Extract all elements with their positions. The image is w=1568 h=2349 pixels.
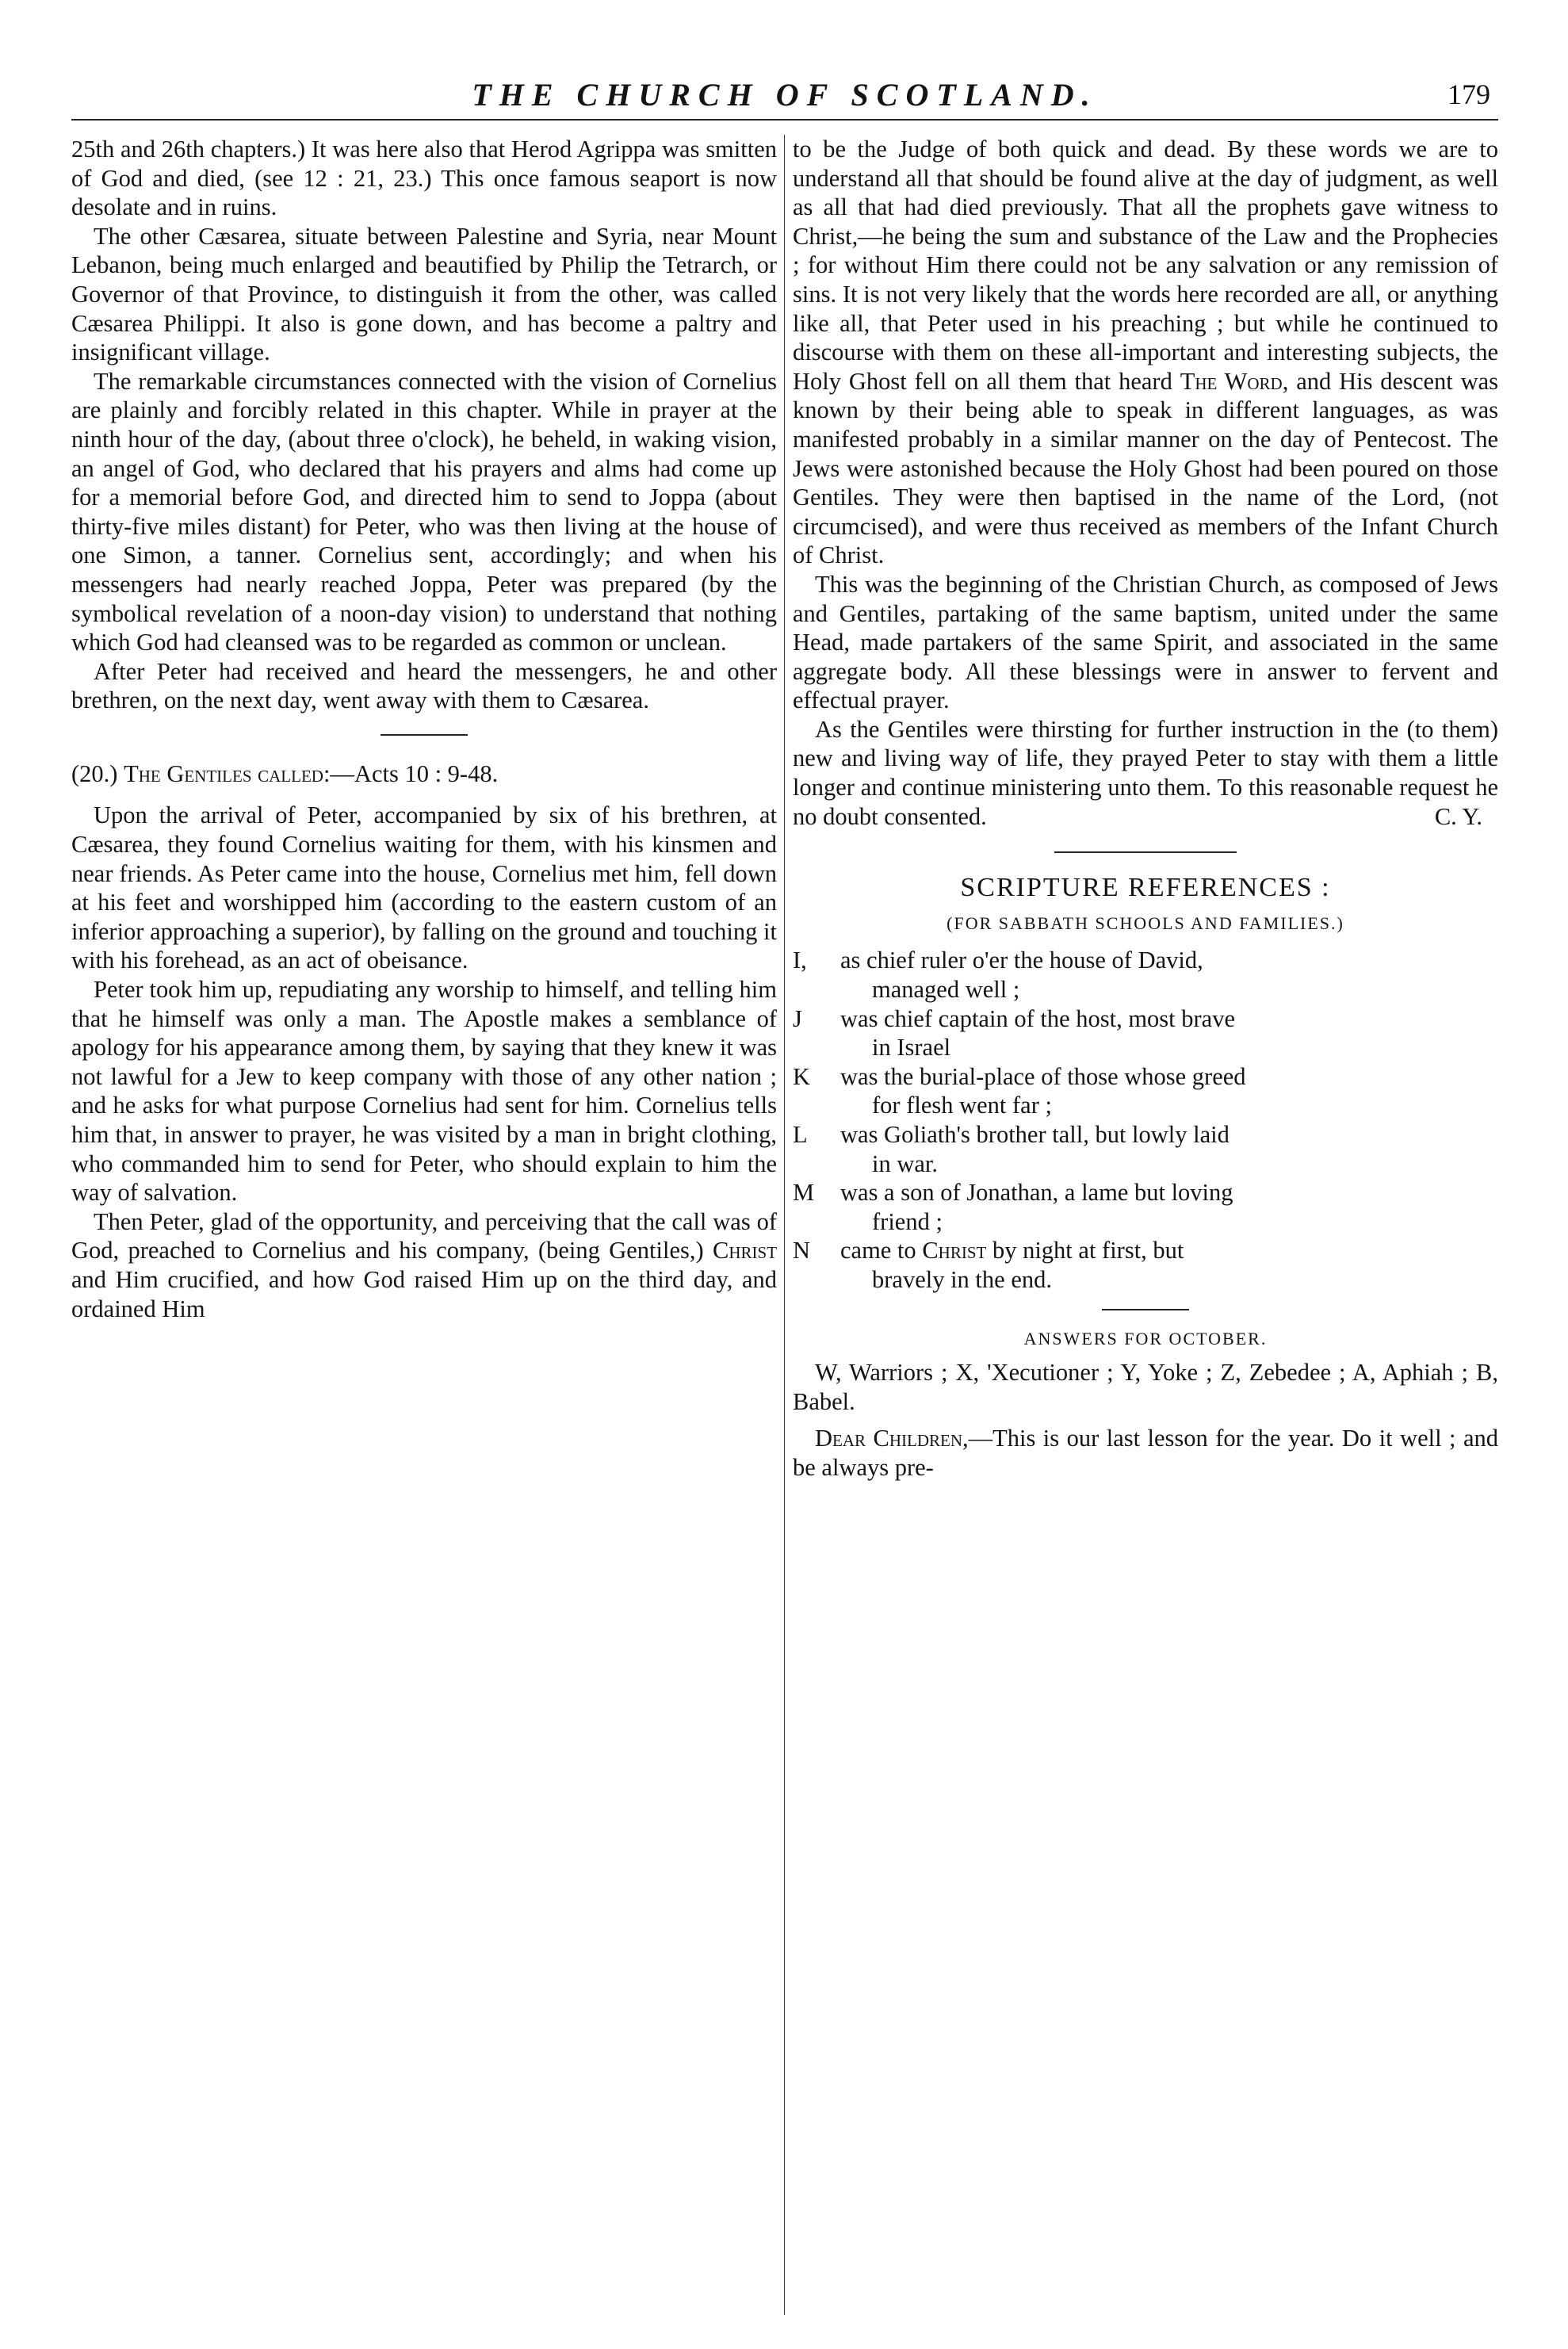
paragraph-text: and Him crucified, and how God raised Him up on the third day, and ordained Him <box>71 1265 777 1322</box>
page-header <box>71 71 1498 121</box>
christ-smallcaps: Christ <box>922 1237 987 1264</box>
paragraph: This was the beginning of the Christian Church, as composed of Jews and Gentiles, partaking of the same baptism, united under the same Head, made partakers of the same Spirit, and associated in the same aggregate body. All these blessings were in answer to fervent and effectual prayer. <box>793 570 1498 714</box>
clue-letter: J <box>793 1004 802 1032</box>
clue-text-continued: in Israel <box>872 1034 951 1062</box>
clue-text-continued: managed well ; <box>872 976 1020 1004</box>
paragraph: Peter took him up, repudiating any worship to himself, and telling him that he himself was only a man. The Apostle makes a semblance of apology for his appearance among them, by saying that they knew it was not lawful for a Jew to keep company with those of any other nation ; and he asks for what purpose Cornelius had sent for him. Cornelius tells him that, in answer to prayer, he was visited by a man in bright clothing, who commanded him to send for Peter, who should explain to him the way of salvation. <box>71 976 777 1207</box>
paragraph: After Peter had received and heard the messengers, he and other brethren, on the next day, went away with them to Cæsarea. <box>71 657 777 714</box>
clue-text: was a son of Jonathan, a lame but loving <box>840 1179 1233 1207</box>
paragraph: 25th and 26th chapters.) It was here also that Herod Agrippa was smitten of God and died, (see 12 : 21, 23.) This once famous seaport is now desolate and in ruins. <box>71 136 777 221</box>
section-divider <box>381 734 468 736</box>
closing-paragraph <box>793 1424 1498 1482</box>
clue-text: was the burial-place of those whose greed <box>840 1062 1246 1090</box>
clue-item <box>793 1178 1498 1236</box>
paragraph <box>71 1207 777 1323</box>
section-divider <box>1102 1309 1189 1310</box>
answers-text: W, Warriors ; X, 'Xecutioner ; Y, Yoke ; Z, Zebedee ; A, Aphiah ; B, Babel. <box>793 1359 1498 1415</box>
section-heading <box>71 759 777 789</box>
paragraph-text: and His descent was known by their being able to speak in different languages, as was manifested probably in a similar manner on the day of Pentecost. The Jews were astonished because the Holy Ghost had been poured on those Gentiles. They were then baptised in the name of the Lord, (not circumcised), and were thus received as members of the Infant Church of Christ. <box>793 367 1499 569</box>
clue-item <box>793 946 1498 1004</box>
clue-letter: M <box>793 1179 815 1207</box>
clue-text: was chief captain of the host, most brave <box>840 1004 1236 1032</box>
clue-text-continued: for flesh went far ; <box>872 1092 1052 1119</box>
page-number: 179 <box>1448 78 1490 110</box>
closing-salutation: Dear Children, <box>815 1425 969 1452</box>
clue-item <box>793 1062 1498 1120</box>
left-column <box>71 135 777 1323</box>
clue-item <box>793 1120 1498 1178</box>
christ-smallcaps: Christ <box>713 1237 778 1264</box>
clue-text <box>840 1236 1498 1265</box>
section-title: The Gentiles called <box>124 759 323 787</box>
clue-text-part: came to <box>840 1237 916 1264</box>
paragraph: The remarkable circumstances connected with the vision of Cornelius are plainly and forcibly related in this chapter. While in prayer at the ninth hour of the day, (about three o'clock), he beheld, in waking vision, an angel of God, who declared that his prayers and alms had come up for a memorial before God, and directed him to send to Joppa (about thirty-five miles distant) for Peter, who was then living at the house of one Simon, a tanner. Cornelius sent, accordingly; and when his messengers had nearly reached Joppa, Peter was prepared (by the symbolical revelation of a noon-day vision) to understand that nothing which God had cleansed was to be regarded as common or unclean. <box>71 367 777 656</box>
clue-item <box>793 1004 1498 1062</box>
clue-text: was Goliath's brother tall, but lowly laid <box>840 1121 1230 1148</box>
clue-letter: K <box>793 1062 811 1090</box>
clue-letter: N <box>793 1237 811 1264</box>
running-head: THE CHURCH OF SCOTLAND. <box>472 77 1098 113</box>
section-divider <box>1054 851 1237 853</box>
closing-text: —This is our last lesson for the year. Do it well ; and be always pre- <box>793 1425 1498 1481</box>
clue-text-continued: bravely in the end. <box>872 1265 1052 1293</box>
clue-text-part: by night at first, but <box>992 1237 1184 1264</box>
paragraph-text: As the Gentiles were thirsting for further instruction in the (to them) new and living way of life, they prayed Peter to stay with them a little longer and continue ministering unto them. To this reasonable request he no doubt consented. <box>793 715 1498 830</box>
paragraph: Upon the arrival of Peter, accompanied by six of his brethren, at Cæsarea, they found Cornelius waiting for them, with his kinsmen and near friends. As Peter came into the house, Cornelius met him, fell down at his feet and worshipped him (according to the eastern custom of an inferior approaching a superior), by falling on the ground and touching it with his forehead, as an act of obeisance. <box>71 801 777 974</box>
right-column <box>793 135 1498 1482</box>
scripture-references-subtitle: (FOR SABBATH SCHOOLS AND FAMILIES.) <box>947 912 1344 933</box>
section-number: (20.) <box>71 759 118 787</box>
clue-letter: I, <box>793 947 807 974</box>
paragraph: The other Cæsarea, situate between Palestine and Syria, near Mount Lebanon, being much enlarged and beautified by Philip the Tetrarch, or Governor of that Province, to distinguish it from the other, was called Cæsarea Philippi. It also is gone down, and has become a paltry and insignificant village. <box>71 222 777 366</box>
clue-letter: L <box>793 1121 808 1148</box>
section-reference: :—Acts 10 : 9-48. <box>323 759 499 787</box>
clue-text-continued: friend ; <box>872 1207 943 1235</box>
page <box>71 71 1498 2315</box>
paragraph <box>793 715 1498 831</box>
columns <box>71 135 1498 2315</box>
author-initials: C. Y. <box>1434 802 1482 830</box>
paragraph-text: to be the Judge of both quick and dead. By these words we are to understand all that should be found alive at the day of judgment, as well as all that had died previously. That all the prophets gave witness to Christ,—he being the sum and substance of the Law and the Prophecies ; for without Him there could not be any salvation or any remission of sins. It is not very likely that the words here recorded are all, or anything like all, that Peter used in his preaching ; but while he continued to discourse with them on these all-important and interesting subjects, the Holy Ghost fell on all them that heard <box>793 136 1498 395</box>
clue-item <box>793 1236 1498 1294</box>
the-word-smallcaps: The Word, <box>1180 367 1289 395</box>
column-rule <box>784 135 785 2315</box>
clue-text-continued: in war. <box>872 1150 939 1177</box>
paragraph-text: Then Peter, glad of the opportunity, and perceiving that the call was of God, preached to Cornelius and his company, (being Gentiles,) <box>71 1207 777 1264</box>
paragraph <box>793 135 1498 570</box>
scripture-references-title: SCRIPTURE REFERENCES : <box>960 873 1331 903</box>
clue-text: as chief ruler o'er the house of David, <box>840 947 1203 974</box>
answers-title: ANSWERS FOR OCTOBER. <box>1023 1328 1268 1349</box>
